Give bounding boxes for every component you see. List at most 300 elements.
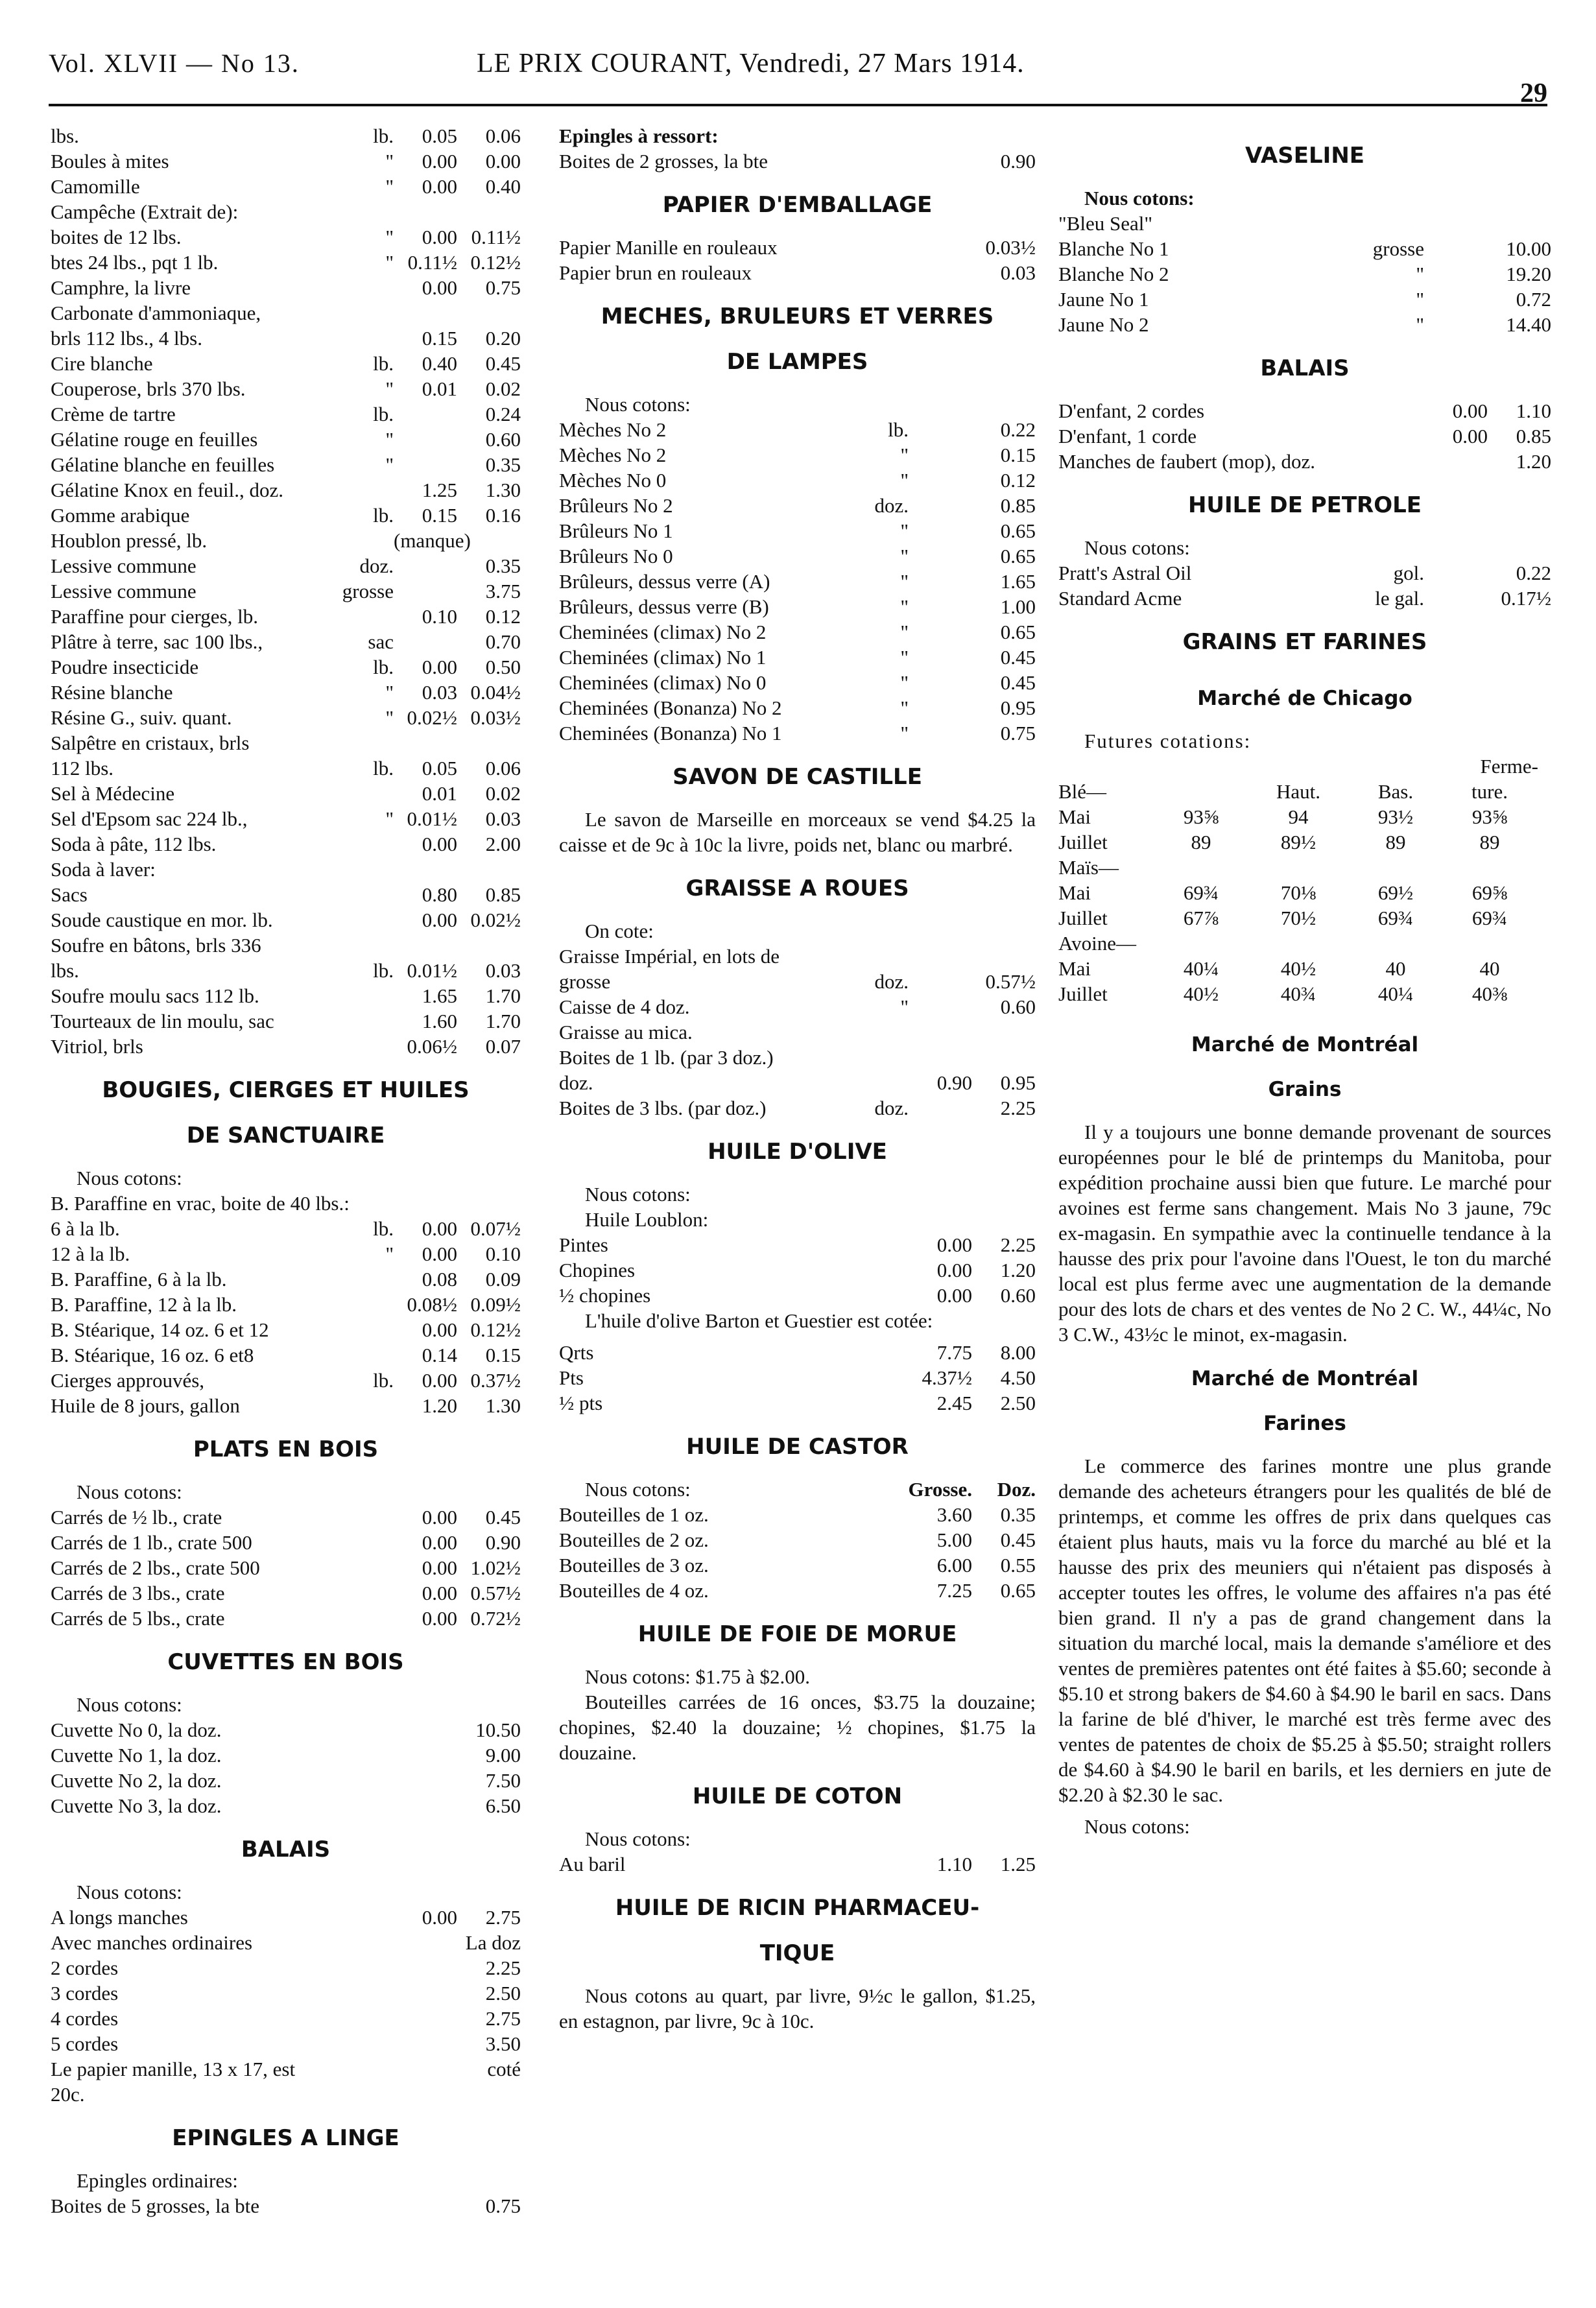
price-row [559,1257,1036,1283]
price-row [559,1095,1036,1121]
item-unit [322,1580,394,1606]
futures-col-header: Bas. [1377,780,1414,803]
price-row [559,1232,1036,1257]
price-low: 0.03 [422,681,457,704]
price-high: 0.20 [485,327,521,350]
price-row [559,1070,1036,1095]
futures-price [1156,931,1246,956]
price-row [51,2056,521,2082]
price-low: 0.15 [422,327,457,350]
item-unit [837,1340,909,1365]
item-unit [1353,398,1424,423]
item-unit: lb. [373,1369,394,1392]
price-high: 0.85 [1516,425,1551,447]
item-name: B. Stéarique, 16 oz. 6 et8 [51,1344,254,1366]
price-high: 0.65 [1000,545,1036,567]
price-high: 0.06 [485,757,521,779]
price-high: 0.65 [1000,1579,1036,1602]
item-unit: " [900,722,909,744]
price-high: 0.35 [485,554,521,577]
item-unit: lb. [373,403,394,425]
futures-price [1350,931,1441,956]
futures-month: Juillet [1058,907,1108,929]
section-heading-coton: HUILE DE COTON [692,1783,903,1809]
price-high [457,528,521,553]
price-row [51,427,521,452]
item-name: Brûleurs No 2 [559,494,673,517]
futures-price: 89 [1191,831,1211,853]
item-unit [837,1019,909,1045]
price-row [1058,449,1551,474]
item-name: Graisse Impérial, en lots de [559,945,780,968]
item-unit: " [385,251,394,274]
price-row [559,518,1036,543]
heading-line: HUILE DE RICIN PHARMACEU- [615,1895,980,1921]
price-row [51,831,521,857]
intro-text: Epingles à ressort: [559,125,719,147]
price-row [559,994,1036,1019]
heading-line: MECHES, BRULEURS ET VERRES [601,303,994,329]
item-unit: " [385,175,394,198]
price-high: 1.30 [485,1394,521,1417]
price-low [394,1743,457,1768]
item-unit: " [900,519,909,542]
item-unit [322,1393,394,1418]
header-rule [49,104,1547,106]
price-high: 0.03 [485,959,521,982]
item-unit: " [900,595,909,618]
item-unit [837,260,909,285]
price-row [51,199,521,224]
price-high: 0.12 [485,605,521,628]
price-low: 0.00 [1452,399,1488,422]
item-unit [322,1768,394,1793]
price-row [1058,398,1551,423]
item-unit: " [900,671,909,694]
price-row [51,857,521,882]
futures-month: Mai [1058,881,1091,904]
price-high: 0.40 [485,175,521,198]
futures-price: 69¾ [1183,881,1219,904]
item-name: Vitriol, brls [51,1035,143,1058]
price-row [1058,586,1551,611]
price-low [394,1717,457,1743]
item-name: Gomme arabique [51,504,190,527]
item-name: Carrés de ½ lb., crate [51,1506,222,1529]
item-name: Soda à laver: [51,858,156,881]
item-unit [837,235,909,260]
price-high: 0.17½ [1501,587,1551,610]
price-row [559,569,1036,594]
price-low: 6.00 [936,1554,972,1576]
price-row [51,224,521,250]
price-high: 1.65 [1000,570,1036,593]
price-high: 0.02 [485,782,521,805]
price-high: 0.03½ [470,706,521,729]
price-high: 0.03 [1000,261,1036,284]
price-row [51,755,521,781]
price-low [394,199,457,224]
price-low [909,518,972,543]
price-low: (manque) [394,529,471,552]
price-low: 2.45 [936,1392,972,1414]
price-low: 0.00 [422,1318,457,1341]
item-name: Jaune No 2 [1058,313,1149,336]
price-high: 0.24 [485,403,521,425]
subhead-text: Huile Loublon: [585,1208,709,1231]
price-low [909,645,972,670]
item-unit: grosse [1372,237,1424,260]
item-name: 4 cordes [51,2007,119,2030]
price-row [559,493,1036,518]
item-unit: " [385,681,394,704]
item-name: Avec manches ordinaires [51,1931,253,1954]
price-low: 0.00 [422,1217,457,1240]
futures-rows [1058,804,1551,1006]
price-low [909,969,972,994]
futures-table [1058,754,1551,1006]
item-unit [322,1317,394,1342]
item-name: Résine G., suiv. quant. [51,706,232,729]
item-unit [322,275,394,300]
price-high: 2.75 [485,2007,521,2030]
price-high: 10.00 [1506,237,1551,260]
price-low: 0.00 [1452,425,1488,447]
item-unit [837,944,909,969]
price-high: 8.00 [1000,1341,1036,1364]
price-high: 14.40 [1506,313,1551,336]
price-low [394,1768,457,1793]
item-name: Blanche No 2 [1058,263,1169,285]
price-row [51,149,521,174]
price-low: 0.00 [422,1906,457,1929]
price-row [559,1851,1036,1877]
item-name: Boites de 2 grosses, la bte [559,150,768,173]
item-name: Camphre, la livre [51,276,191,299]
item-name: Au baril [559,1853,626,1875]
item-unit: lb. [888,418,909,441]
price-row [51,351,521,376]
item-name: btes 24 lbs., pqt 1 lb. [51,251,219,274]
price-low: 3.60 [936,1503,972,1526]
price-row [1058,423,1551,449]
price-high: 9.00 [485,1744,521,1767]
item-unit: " [1416,313,1424,336]
futures-row [1058,931,1551,956]
item-name: Lessive commune [51,580,197,602]
item-unit: " [385,150,394,173]
item-unit [837,1070,909,1095]
price-low: 0.00 [422,276,457,299]
price-low: 0.00 [422,1506,457,1529]
futures-price: 70½ [1280,907,1316,929]
price-row [51,578,521,604]
item-name: Brûleurs, dessus verre (B) [559,595,769,618]
price-row [559,670,1036,695]
price-low: 0.00 [936,1259,972,1281]
price-low: 4.37½ [922,1366,972,1389]
item-unit [322,983,394,1008]
price-row [51,1793,521,1818]
futures-price: 94 [1288,805,1309,828]
item-name: Jaune No 1 [1058,288,1149,311]
price-row [51,1505,521,1530]
item-unit [837,1283,909,1308]
price-low [909,417,972,442]
price-high: 0.55 [1000,1554,1036,1576]
price-low [394,2193,457,2219]
price-row [51,401,521,427]
futures-row [1058,956,1551,981]
price-low: 0.40 [422,352,457,375]
futures-price [1246,931,1350,956]
item-unit [322,933,394,958]
price-row [559,969,1036,994]
futures-month: Juillet [1058,831,1108,853]
price-high: 0.07½ [470,1217,521,1240]
item-unit: " [900,469,909,492]
item-unit: lb. [373,959,394,982]
price-low [394,1981,457,2006]
vaseline-table [1058,236,1551,337]
price-high: 3.75 [485,580,521,602]
price-low: 0.00 [422,1556,457,1579]
item-unit [322,2031,394,2056]
price-high: 2.25 [1000,1233,1036,1256]
price-high [457,857,521,882]
item-name: Soda à pâte, 112 lbs. [51,833,217,855]
item-name: Cheminées (Bonanza) No 1 [559,722,782,744]
price-low [394,1930,457,1955]
item-unit [322,326,394,351]
price-low [394,730,457,755]
futures-price: 40¼ [1183,957,1219,980]
item-name: Brûleurs, dessus verre (A) [559,570,770,593]
bougies-table [51,1216,521,1418]
futures-month: Avoine— [1058,932,1136,955]
price-low [394,300,457,326]
item-unit [837,149,909,174]
price-high: 0.04½ [470,681,521,704]
price-low [1424,287,1488,312]
item-name: 112 lbs. [51,757,114,779]
item-name: brls 112 lbs., 4 lbs. [51,327,202,350]
item-name: Chopines [559,1259,636,1281]
section-heading-papier: PAPIER D'EMBALLAGE [662,192,933,218]
item-name: Carrés de 1 lb., crate 500 [51,1531,252,1554]
price-row [559,695,1036,720]
price-high: 2.00 [485,833,521,855]
price-low: 0.11½ [407,251,457,274]
item-name: Blanche No 1 [1058,237,1169,260]
price-row [559,1502,1036,1527]
price-row [51,1555,521,1580]
futures-price: 69¾ [1471,907,1508,929]
price-high: 0.12 [1000,469,1036,492]
price-high: 0.70 [485,630,521,653]
item-unit: " [385,807,394,830]
item-name: Soude caustique en mor. lb. [51,909,273,931]
item-unit: " [900,696,909,719]
item-name: 2 cordes [51,1957,119,1979]
price-high: 4.50 [1000,1366,1036,1389]
price-row [51,1981,521,2006]
price-high [457,300,521,326]
price-row [1058,287,1551,312]
item-unit: " [900,995,909,1018]
price-high: 0.02 [485,377,521,400]
item-name: Cheminées (climax) No 1 [559,646,767,669]
price-row [51,907,521,933]
price-row [51,1292,521,1317]
item-unit: grosse [342,580,394,602]
page-number: 29 [1520,78,1547,108]
item-name: Sel d'Epsom sac 224 lb., [51,807,248,830]
item-unit [322,1008,394,1034]
heading-line: DE SANCTUAIRE [186,1123,385,1148]
price-low [909,235,972,260]
item-name: Sacs [51,883,88,906]
price-high: 0.75 [485,2195,521,2217]
price-high: 0.35 [485,453,521,476]
price-low [394,1793,457,1818]
price-row [1058,312,1551,337]
morue-line: Nous cotons: $1.75 à $2.00. [585,1665,811,1688]
cuvettes-table [51,1717,521,1818]
item-unit [322,1555,394,1580]
price-row [559,442,1036,468]
price-high: 1.20 [1516,450,1551,473]
price-low [1424,560,1488,586]
price-row [559,645,1036,670]
futures-col-header: ture. [1471,780,1508,803]
price-row [51,1317,521,1342]
intro-text: Nous cotons: [585,393,691,416]
savon-paragraph: Le savon de Marseille en morceaux se vend $4.25 la caisse et de 9c à 10c la livre, poids net, blanc ou marbré. [559,808,1036,856]
price-low: 5.00 [936,1529,972,1551]
futures-price [1350,855,1441,880]
item-name: Résine blanche [51,681,173,704]
section-heading-vaseline: VASELINE [1245,143,1365,169]
price-low: 0.00 [422,833,457,855]
item-unit: sac [368,630,394,653]
price-row [51,1368,521,1393]
futures-price: 69⅝ [1471,881,1508,904]
graisse-table [559,944,1036,1121]
column-2 [559,123,1036,2040]
item-name: Cire blanche [51,352,153,375]
futures-price: 40¼ [1377,982,1414,1005]
item-unit [322,1981,394,2006]
section-heading-plats: PLATS EN BOIS [193,1436,379,1462]
price-low [909,720,972,746]
price-row [51,781,521,806]
item-name: Gélatine Knox en feuil., doz. [51,479,283,501]
price-row [559,1045,1036,1070]
farines-subheading: Farines [1263,1412,1346,1435]
price-high: 0.06 [485,125,521,147]
price-row [51,1393,521,1418]
item-unit [322,2056,394,2082]
item-name: Cheminées (climax) No 2 [559,621,767,643]
price-low [909,670,972,695]
price-high: 0.45 [485,352,521,375]
price-high: 0.37½ [470,1369,521,1392]
intro-text: Nous cotons: [77,1693,182,1716]
price-row [559,1365,1036,1390]
price-low [394,629,457,654]
item-name: Cuvette No 3, la doz. [51,1794,222,1817]
castor-table [559,1502,1036,1603]
price-row [51,1267,521,1292]
price-row [51,1034,521,1059]
price-high: 0.09½ [470,1293,521,1316]
item-unit [837,1390,909,1416]
item-name: Papier brun en rouleaux [559,261,752,284]
futures-price: 89½ [1280,831,1316,853]
price-row [559,1283,1036,1308]
price-high: 0.15 [1000,444,1036,466]
price-low [909,149,972,174]
item-name: Camomille [51,175,140,198]
item-name: Cheminées (Bonanza) No 2 [559,696,782,719]
price-high: 0.85 [485,883,521,906]
item-name: Brûleurs No 0 [559,545,673,567]
price-row [51,376,521,401]
item-name: Cierges approuvés, [51,1369,205,1392]
item-unit [322,857,394,882]
price-low: 0.14 [422,1344,457,1366]
item-unit: gol. [1393,562,1424,584]
heading-line: BOUGIES, CIERGES ET HUILES [102,1077,470,1103]
item-name: Salpêtre en cristaux, brls [51,732,250,754]
price-low: 0.00 [936,1284,972,1307]
item-unit: " [900,621,909,643]
item-name: Couperose, brls 370 lbs. [51,377,246,400]
futures-month: Juillet [1058,982,1108,1005]
price-low [909,994,972,1019]
morue-paragraph: Bouteilles carrées de 16 onces, $3.75 la douzaine; chopines, $2.40 la douzaine; ½ chopines, $1.75 la douzaine. [559,1691,1036,1764]
price-high [972,944,1036,969]
item-name: Bouteilles de 3 oz. [559,1554,709,1576]
price-high: 1.30 [485,479,521,501]
price-low: 0.00 [422,226,457,248]
price-row [51,1606,521,1631]
price-low: 0.05 [422,125,457,147]
price-high: 1.02½ [470,1556,521,1579]
item-unit [322,1606,394,1631]
petrole-table [1058,560,1551,611]
price-high: 2.50 [1000,1392,1036,1414]
futures-row [1058,855,1551,880]
price-high: 0.60 [1000,995,1036,1018]
price-high: 0.07 [485,1035,521,1058]
price-high: 0.16 [485,504,521,527]
price-high: 1.00 [1000,595,1036,618]
futures-price [1441,855,1538,880]
item-unit [322,1530,394,1555]
price-low: 0.01½ [407,807,457,830]
futures-price: 89 [1385,831,1406,853]
price-high: 0.10 [485,1243,521,1265]
price-row [51,300,521,326]
item-name: 6 à la lb. [51,1217,120,1240]
price-low [1424,449,1488,474]
price-low [1424,236,1488,261]
futures-row [1058,804,1551,829]
price-high: 0.03 [485,807,521,830]
price-low: 0.00 [936,1233,972,1256]
